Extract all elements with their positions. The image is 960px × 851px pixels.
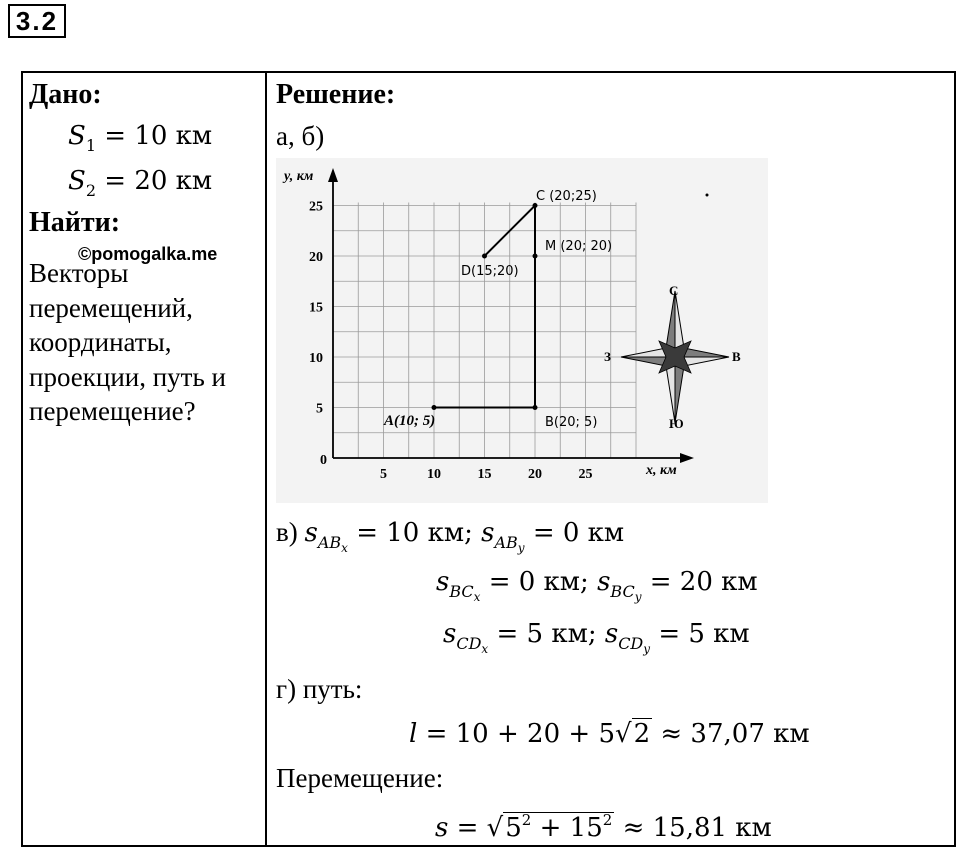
y-tick-label: 20 [309,250,323,265]
y-axis-label: y, км [284,169,314,184]
find-line: Векторы [29,258,129,288]
displacement-formula: $s = √5^2 + 15^2 \approx 15,81$ км [435,811,772,843]
compass-north-label: С [669,283,679,298]
given-heading: Дано: [29,79,102,110]
displacement-label: Перемещение: [276,763,444,793]
find-text [29,256,226,429]
point-label-m: M (20; 20) [545,239,613,254]
part-ab-label: а, б) [276,121,325,151]
point-a [432,405,437,410]
point-m [533,254,538,259]
projection-row-cd: $s_{CD_x} = 5$ км; $s_{CD_y} = 5$ км [443,619,750,656]
compass-west-label: З [604,349,611,364]
column-divider [265,73,267,845]
point-label-a: A(10; 5) [384,413,436,429]
projection-row-bc: $s_{BC_x} = 0$ км; $s_{BC_y} = 20$ км [436,567,758,604]
solution-heading: Решение: [276,79,396,110]
problem-number: 3.2 [8,4,66,38]
coordinate-figure [276,158,768,503]
point-label-d: D(15;20) [461,264,519,279]
x-tick-label: 15 [477,467,492,482]
stray-dot [706,194,709,197]
point-label-c: C (20;25) [536,189,597,204]
point-b [533,405,538,410]
y-tick-label: 25 [309,199,323,215]
point-label-b: B(20; 5) [545,415,598,430]
given-s1: $S_1 = 10$ км [68,121,213,155]
path-formula: l = 10 + 20 + 5√2 ≈ 37,07 км [409,719,810,749]
compass-south-label: Ю [669,416,684,431]
x-tick-label: 20 [528,467,542,482]
watermark: ©pomogalka.me [78,244,218,264]
x-tick-label: 10 [427,467,441,482]
point-d [482,254,487,259]
origin-label: 0 [320,453,327,468]
compass-east-label: В [732,349,741,364]
find-line: перемещений, [29,292,193,323]
x-axis-label: x, км [646,463,677,478]
projection-row-ab: в) $s_{AB_x} = 10$ км; $s_{AB_y} = 0$ км [276,517,625,555]
y-tick-label: 10 [309,351,323,366]
part-g-label: г) путь: [276,674,363,704]
figure-background [276,158,768,503]
find-line: перемещение? [29,396,196,426]
find-line: координаты, [29,327,172,357]
x-tick-label: 5 [380,467,387,482]
find-heading: Найти: [29,207,121,238]
x-tick-label: 25 [578,467,593,482]
y-tick-label: 5 [316,401,323,417]
y-tick-label: 15 [309,300,323,316]
find-line: проекции, путь и [29,361,226,392]
given-s2: $S_2 = 20$ км [68,166,213,200]
